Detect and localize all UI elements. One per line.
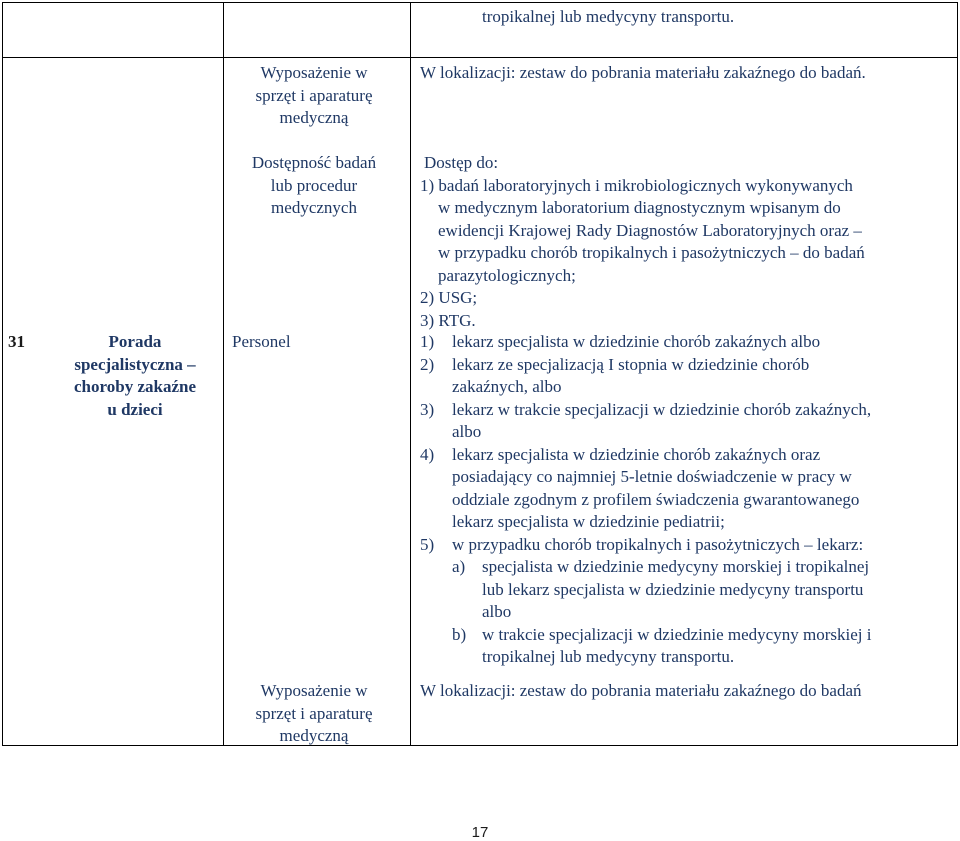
subitem-line: w trakcie specjalizacji w dziedzinie medycyny morskiej i	[482, 624, 872, 644]
item-line: lekarz specjalista w dziedzinie chorób zakaźnych oraz	[452, 444, 821, 464]
item-number: 5)	[420, 534, 435, 554]
item-line: oddziale zgodnym z profilem świadczenia gwarantowanego	[452, 489, 860, 509]
item-number: 3)	[420, 399, 435, 419]
label-line: Wyposażenie w	[260, 681, 368, 700]
service-name-line: Porada	[108, 332, 162, 351]
item-text: lekarz specjalista w dziedzinie chorób zakaźnych albo	[452, 332, 821, 351]
item-text	[452, 354, 955, 399]
item-text: w przypadku chorób tropikalnych i pasożytniczych – lekarz:	[452, 534, 864, 554]
personnel-item	[420, 444, 955, 534]
label-line: medycznych	[271, 198, 357, 217]
personnel-item	[420, 354, 955, 399]
subitem-text	[482, 624, 955, 669]
personnel-subitem	[420, 624, 955, 669]
personnel-item	[420, 399, 955, 444]
procedure-item: 3) RTG.	[420, 310, 476, 330]
subitem-letter: b)	[452, 624, 467, 644]
equipment-value: W lokalizacji: zestaw do pobrania materiału zakaźnego do badań.	[420, 63, 866, 82]
label-line: lub procedur	[270, 175, 358, 195]
procedure-line: parazytologicznych;	[438, 265, 576, 285]
border-right	[957, 2, 958, 746]
equipment-label	[224, 62, 404, 130]
item-line: lekarz w trakcie specjalizacji w dziedzinie chorób zakaźnych,	[452, 399, 872, 419]
label-line: medyczną	[279, 108, 349, 127]
row-number: 31	[8, 332, 25, 351]
procedure-item	[420, 175, 955, 288]
procedure-line: ewidencji Krajowej Rady Diagnostów Laboratoryjnych oraz –	[438, 220, 862, 240]
equipment-label-2	[224, 680, 404, 748]
border-col2	[410, 2, 411, 746]
item-line: lekarz ze specjalizacją I stopnia w dziedzinie chorób	[452, 354, 810, 374]
item-line: albo	[452, 422, 482, 441]
label-line: medyczną	[279, 726, 349, 745]
procedures-label	[224, 152, 404, 220]
item-line: zakaźnych, albo	[452, 377, 562, 396]
page-number: 17	[471, 824, 489, 841]
service-name-line: specjalistyczna –	[74, 354, 196, 374]
service-name-line: u dzieci	[107, 399, 163, 419]
item-number: 4)	[420, 444, 435, 464]
personnel-item	[420, 534, 955, 557]
label-line: sprzęt i aparaturę	[255, 85, 373, 105]
continued-line: tropikalnej lub medycyny transportu.	[482, 7, 735, 26]
subitem-line: specjalista w dziedzinie medycyny morskiej i tropikalnej	[482, 557, 870, 576]
subitem-line: lub lekarz specjalista w dziedzinie medycyny transportu	[482, 579, 864, 599]
item-number: 2)	[420, 354, 435, 374]
procedure-line: w przypadku chorób tropikalnych i pasożytniczych – do badań	[438, 243, 865, 262]
procedures-value	[420, 152, 955, 332]
item-line: posiadający co najmniej 5-letnie doświadczenie w pracy w	[452, 467, 852, 486]
subitem-line: tropikalnej lub medycyny transportu.	[482, 647, 735, 666]
continued-text	[418, 6, 948, 29]
border-left	[2, 2, 3, 746]
procedure-line: w medycznym laboratorium diagnostycznym wpisanym do	[438, 198, 841, 217]
subitem-line: albo	[482, 602, 512, 621]
label-line: sprzęt i aparaturę	[255, 703, 373, 723]
item-line: lekarz specjalista w dziedzinie pediatrii;	[452, 512, 725, 531]
item-text	[452, 399, 955, 444]
personnel-label: Personel	[232, 332, 291, 351]
label-line: Dostępność badań	[251, 153, 377, 172]
service-name-line: choroby zakaźne	[74, 377, 196, 396]
procedure-item: 2) USG;	[420, 288, 478, 307]
procedures-heading: Dostęp do:	[424, 153, 499, 172]
label-line: Wyposażenie w	[260, 63, 368, 82]
border-top	[2, 2, 958, 3]
personnel-item	[420, 331, 955, 354]
procedure-line: 1) badań laboratoryjnych i mikrobiologicznych wykonywanych	[420, 175, 853, 195]
subitem-text	[482, 556, 955, 624]
service-name	[50, 331, 220, 421]
item-number: 1)	[420, 332, 435, 351]
equipment-value-2: W lokalizacji: zestaw do pobrania materiału zakaźnego do badań	[420, 681, 862, 700]
subitem-letter: a)	[452, 557, 466, 576]
border-row-divider	[2, 57, 958, 58]
item-text	[452, 444, 955, 534]
border-bottom	[2, 745, 958, 746]
personnel-subitem	[420, 556, 955, 624]
personnel-value	[420, 331, 955, 669]
